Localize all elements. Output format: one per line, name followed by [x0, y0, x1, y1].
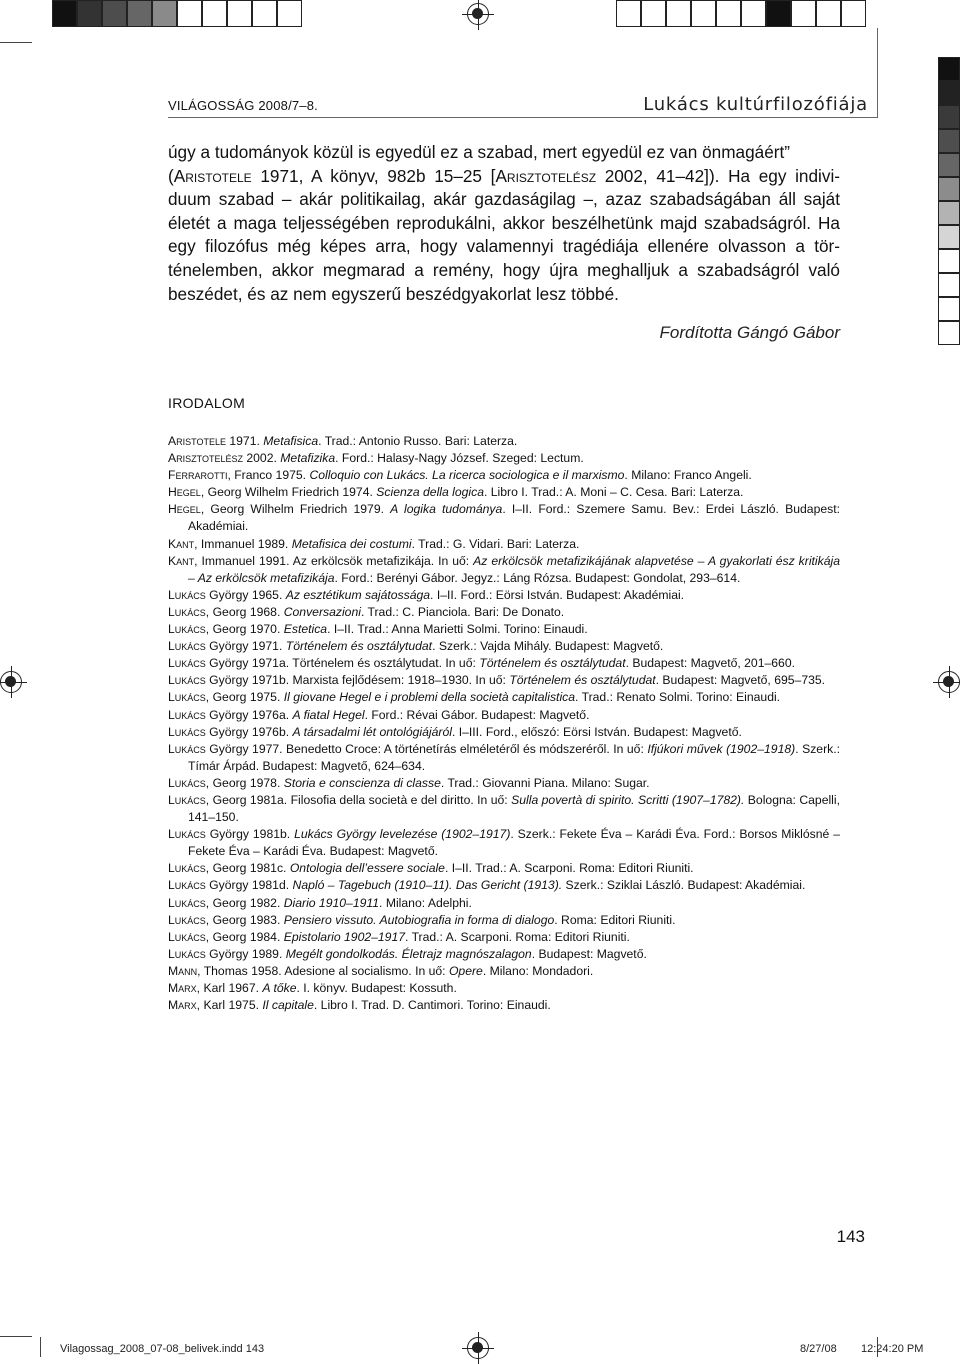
crop-mark — [0, 1336, 32, 1337]
reference-author: Marx — [168, 981, 197, 995]
reference-title: Sulla povertà di spirito. Scritti (1907–1782). — [511, 792, 745, 807]
reference-text: György 1971a. Történelem és osztálytudat. In uő: — [205, 656, 480, 671]
reference-item — [168, 929, 840, 946]
reference-author: Hegel — [168, 502, 201, 517]
reference-title: A tőke — [262, 981, 297, 995]
reference-author: Lukács — [168, 861, 206, 876]
color-swatch — [938, 177, 960, 201]
reference-title: Metafisica dei costumi — [291, 536, 412, 551]
reference-text: , Georg 1981a. Filosofia della società e del diritto. In uő: — [205, 792, 512, 807]
page-number: 143 — [836, 1227, 865, 1246]
reference-text: . Trad.: A. Scarponi. Roma: Editori Riuniti. — [405, 929, 630, 944]
color-swatch — [816, 0, 841, 27]
reference-author: Lukács — [168, 895, 206, 910]
reference-author: Aristotele — [168, 434, 226, 448]
reference-text: , Georg 1983. — [205, 912, 284, 927]
reference-text: György 1971. — [205, 639, 286, 654]
running-title: Lukács kultúrfilozófiája — [643, 94, 868, 115]
reference-author: Lukács — [168, 707, 206, 722]
reference-title: A társadalmi lét ontológiájáról — [292, 724, 452, 739]
registration-mark-top-icon — [467, 3, 489, 25]
reference-text: . Libro I. Trad.: A. Moni – C. Cesa. Bari: Laterza. — [484, 485, 744, 500]
reference-text: , Georg 1975. — [205, 690, 284, 705]
reference-author: Lukács — [168, 912, 206, 927]
reference-text: . Budapest: Magvető, 201–660. — [625, 656, 795, 671]
color-swatch — [77, 0, 102, 27]
reference-text: . Libro I. Trad. D. Cantimori. Torino: Einaudi. — [313, 998, 551, 1013]
reference-item — [168, 826, 840, 860]
reference-item — [168, 792, 840, 826]
color-swatch — [938, 225, 960, 249]
color-bar-right — [616, 0, 866, 27]
color-swatch — [716, 0, 741, 27]
color-swatch — [938, 273, 960, 297]
reference-text: . Szerk.: Tímár Árpád. Budapest: Magvető, 624–634. — [188, 741, 840, 773]
reference-text: . Szerk.: Fekete Éva – Karádi Éva. Ford.: Borsos Miklósné – Fekete Éva – Karádi Éva. Budapest: Magvető. — [188, 827, 840, 859]
reference-item — [168, 484, 840, 501]
crop-mark — [0, 42, 32, 43]
reference-item — [168, 450, 840, 467]
reference-text: György 1976a. — [205, 707, 293, 722]
color-swatch — [102, 0, 127, 27]
reference-item — [168, 621, 840, 638]
reference-author: Lukács — [168, 604, 206, 619]
color-swatch — [666, 0, 691, 27]
color-swatch — [791, 0, 816, 27]
reference-text: 2002. — [242, 451, 281, 466]
reference-text: . I–II. Ford.: Eörsi István. Budapest: Akadémiai. — [430, 587, 685, 602]
reference-author: Marx — [168, 998, 197, 1013]
reference-author: Lukács — [168, 827, 206, 842]
color-swatch — [691, 0, 716, 27]
reference-title: Történelem és osztálytudat — [285, 639, 433, 654]
crop-mark — [40, 1337, 41, 1357]
reference-title: Metafisica — [263, 434, 319, 448]
reference-item — [168, 433, 840, 450]
reference-author: Lukács — [168, 724, 206, 739]
reference-item — [168, 877, 840, 894]
reference-title: Diario 1910–1911 — [283, 895, 380, 910]
reference-item — [168, 707, 840, 724]
color-swatch — [938, 249, 960, 273]
reference-title: A logika tudománya — [390, 502, 503, 517]
color-swatch — [127, 0, 152, 27]
reference-text: . I. könyv. Budapest: Kossuth. — [296, 981, 457, 995]
reference-text: , Thomas 1958. Adesione al socialismo. In uő: — [197, 963, 449, 978]
body-paragraph: úgy a tudományok közül is egyedül ez a szabad, mert egyedül ez van önmagáért” (Aristotele 1971, A könyv, 982b 15–25 [Arisztotelész 2002, 41–42]). Ha egy indivi- duum szabad – akár politikailag, akár gazdaságilag –, azaz szabadságában áll saját életét a maga teljességében reprodukálni, akkor beszélhetünk majd szabadságról. Ha egy filozófus még képes arra, hogy valamennyi tragédiája ellenére olvasson a tör-ténelemben, akkor megmarad a remény, hogy újra meghalljuk a szabadságról való beszédet, és az nem egyszerű beszédgyakorlat lesz többé. — [168, 142, 840, 304]
reference-title: Storia e conscienza di classe — [283, 775, 441, 790]
translator-credit: Fordította Gángó Gábor — [659, 323, 840, 342]
reference-text: , Georg Wilhelm Friedrich 1974. — [200, 485, 377, 500]
color-swatch — [52, 0, 77, 27]
reference-item — [168, 553, 840, 587]
reference-title: Napló – Tagebuch (1910–11). Das Gericht (1913). — [292, 878, 563, 893]
reference-title: Colloquio con Lukács. La ricerca sociologica e il marxismo — [309, 468, 625, 483]
reference-text: . I–II. Ford.: Szemere Samu. Bev.: Erdei László. Budapest: Akadémiai. — [188, 502, 840, 534]
reference-text: . Milano: Franco Angeli. — [624, 468, 752, 483]
color-swatch — [938, 201, 960, 225]
reference-text: György 1965. — [205, 587, 286, 602]
reference-text: György 1977. Benedetto Croce: A történetírás elméletéről és módszeréről. In uő: — [205, 741, 648, 756]
color-swatch — [938, 57, 960, 81]
reference-text: , Immanuel 1989. — [194, 536, 292, 551]
reference-title: Pensiero vissuto. Autobiografia in forma di dialogo — [283, 912, 555, 927]
reference-title: Il capitale — [262, 998, 314, 1013]
reference-author: Ferrarotti — [168, 468, 228, 483]
reference-text: . Ford.: Berényi Gábor. Jegyz.: Láng Rózsa. Budapest: Gondolat, 293–614. — [334, 570, 741, 585]
reference-text: . Trad.: Giovanni Piana. Milano: Sugar. — [440, 775, 650, 790]
reference-text: 1971. — [225, 434, 264, 448]
reference-item — [168, 672, 840, 689]
reference-author: Lukács — [168, 929, 206, 944]
reference-text: . Trad.: Antonio Russo. Bari: Laterza. — [318, 434, 518, 448]
reference-title: Lukács György levelezése (1902–1917) — [294, 827, 511, 842]
header-rule — [168, 117, 878, 118]
reference-text: . Milano: Adelphi. — [379, 895, 472, 910]
reference-author: Hegel — [168, 485, 201, 500]
color-swatch — [741, 0, 766, 27]
reference-text: . I–II. Trad.: A. Scarponi. Roma: Editori Riuniti. — [444, 861, 694, 876]
color-swatch — [277, 0, 302, 27]
reference-text: , Georg 1984. — [205, 929, 284, 944]
reference-author: Lukács — [168, 792, 206, 807]
reference-item — [168, 741, 840, 775]
color-swatch — [938, 321, 960, 345]
reference-item — [168, 775, 840, 792]
reference-text: Bologna: Capelli, 141–150. — [188, 792, 840, 825]
color-swatch — [177, 0, 202, 27]
color-bar-left — [52, 0, 302, 27]
reference-author: Lukács — [168, 690, 206, 705]
reference-text: György 1981b. — [205, 827, 295, 842]
reference-text: . I–II. Trad.: Anna Marietti Solmi. Torino: Einaudi. — [327, 622, 588, 637]
reference-title: Estetica — [283, 622, 328, 637]
reference-text: . Trad.: C. Pianciola. Bari: De Donato. — [360, 604, 565, 619]
reference-title: Metafizika — [280, 451, 336, 466]
reference-text: , Georg 1978. — [205, 775, 284, 790]
reference-title: Történelem és osztálytudat — [479, 656, 626, 671]
reference-text: , Franco 1975. — [227, 468, 310, 483]
reference-text: , Georg 1970. — [205, 622, 284, 637]
color-swatch — [252, 0, 277, 27]
reference-author: Kant — [168, 536, 195, 551]
reference-text: . Roma: Editori Riuniti. — [554, 912, 676, 927]
color-swatch — [152, 0, 177, 27]
color-swatch — [766, 0, 791, 27]
reference-item — [168, 895, 840, 912]
header-rule-vertical — [877, 28, 878, 118]
color-swatch — [938, 81, 960, 105]
reference-text: . Milano: Mondadori. — [482, 963, 594, 978]
section-title: IRODALOM — [168, 395, 246, 411]
reference-text: , Georg 1968. — [205, 604, 284, 619]
reference-title: Opere — [448, 963, 483, 978]
color-swatch — [841, 0, 866, 27]
reference-item — [168, 587, 840, 604]
reference-text: . Ford.: Halasy-Nagy József. Szeged: Lectum. — [335, 451, 584, 466]
reference-author: Lukács — [168, 775, 206, 790]
reference-item — [168, 946, 840, 963]
footer-date: 8/27/08 — [800, 1343, 837, 1355]
reference-item — [168, 689, 840, 706]
color-swatch — [202, 0, 227, 27]
reference-text: , Karl 1975. — [196, 998, 263, 1013]
reference-title: Ontologia dell’essere sociale — [289, 861, 445, 876]
reference-author: Lukács — [168, 741, 206, 756]
reference-text: . Budapest: Magvető, 695–735. — [655, 673, 826, 688]
reference-text: György 1976b. — [205, 724, 293, 739]
reference-item — [168, 912, 840, 929]
reference-title: Az esztétikum sajátossága — [285, 587, 431, 602]
color-swatch — [938, 153, 960, 177]
reference-title: Scienza della logica — [376, 485, 484, 500]
reference-author: Lukács — [168, 587, 206, 602]
color-swatch — [938, 297, 960, 321]
reference-author: Lukács — [168, 673, 206, 688]
color-swatch — [938, 105, 960, 129]
reference-text: . Ford.: Révai Gábor. Budapest: Magvető. — [364, 707, 590, 722]
reference-author: Lukács — [168, 639, 206, 654]
reference-item — [168, 860, 840, 877]
color-swatch — [641, 0, 666, 27]
footer-filename: Vilagossag_2008_07-08_belivek.indd 143 — [60, 1343, 265, 1355]
color-swatch — [938, 129, 960, 153]
reference-item — [168, 980, 840, 997]
reference-title: Il giovane Hegel e i problemi della società capitalistica — [283, 690, 576, 705]
reference-title: Conversazioni — [283, 604, 361, 619]
reference-text: György 1989. — [205, 946, 286, 961]
reference-text: . Trad.: Renato Solmi. Torino: Einaudi. — [575, 690, 781, 705]
reference-item — [168, 638, 840, 655]
reference-text: , Georg 1981c. — [205, 861, 290, 876]
reference-text: . Szerk.: Vajda Mihály. Budapest: Magvető. — [432, 639, 664, 654]
reference-list — [168, 433, 840, 1014]
reference-author: Arisztotelész — [168, 451, 243, 466]
reference-item — [168, 501, 840, 535]
reference-author: Lukács — [168, 946, 206, 961]
reference-author: Mann — [168, 963, 198, 978]
reference-text: . Trad.: G. Vidari. Bari: Laterza. — [411, 536, 580, 551]
reference-text: , Georg 1982. — [205, 895, 284, 910]
reference-text: György 1981d. — [205, 878, 293, 893]
footer-time: 12:24:20 PM — [861, 1343, 924, 1355]
reference-text: . Budapest: Magvető. — [531, 946, 647, 961]
reference-title: A fiatal Hegel — [292, 707, 365, 722]
reference-text: . I–III. Ford., előszó: Eörsi István. Budapest: Magvető. — [451, 724, 742, 739]
reference-item — [168, 604, 840, 621]
reference-text: , Georg Wilhelm Friedrich 1979. — [200, 502, 391, 517]
reference-item — [168, 467, 840, 484]
reference-author: Lukács — [168, 656, 206, 671]
reference-item — [168, 536, 840, 553]
reference-text: György 1971b. Marxista fejlődésem: 1918–1930. In uő: — [205, 673, 510, 688]
reference-title: Ifjúkori művek (1902–1918) — [647, 741, 796, 756]
registration-mark-right-icon — [938, 671, 960, 693]
reference-item — [168, 963, 840, 980]
reference-text: Szerk.: Sziklai László. Budapest: Akadémiai. — [562, 878, 806, 893]
reference-text: , Karl 1967. — [196, 981, 263, 995]
registration-mark-left-icon — [0, 671, 22, 693]
reference-title: Történelem és osztálytudat — [509, 673, 656, 688]
journal-name: VILÁGOSSÁG 2008/7–8. — [168, 98, 318, 113]
reference-author: Lukács — [168, 878, 206, 893]
reference-text: , Immanuel 1991. Az erkölcsök metafizikája. In uő: — [194, 553, 474, 568]
side-color-bar — [938, 57, 960, 345]
reference-title: Epistolario 1902–1917 — [283, 929, 406, 944]
reference-item — [168, 997, 840, 1014]
reference-author: Lukács — [168, 622, 206, 637]
reference-author: Kant — [168, 553, 195, 568]
reference-title: Megélt gondolkodás. Életrajz magnószalagon — [285, 946, 532, 961]
reference-title: Az erkölcsök metafizikájának alapvetése – A gyakorlati ész kritikája – Az erkölcsök metafizikája — [188, 553, 840, 585]
reference-item — [168, 724, 840, 741]
color-swatch — [616, 0, 641, 27]
color-swatch — [227, 0, 252, 27]
reference-item — [168, 655, 840, 672]
registration-mark-bottom-icon — [467, 1337, 489, 1359]
